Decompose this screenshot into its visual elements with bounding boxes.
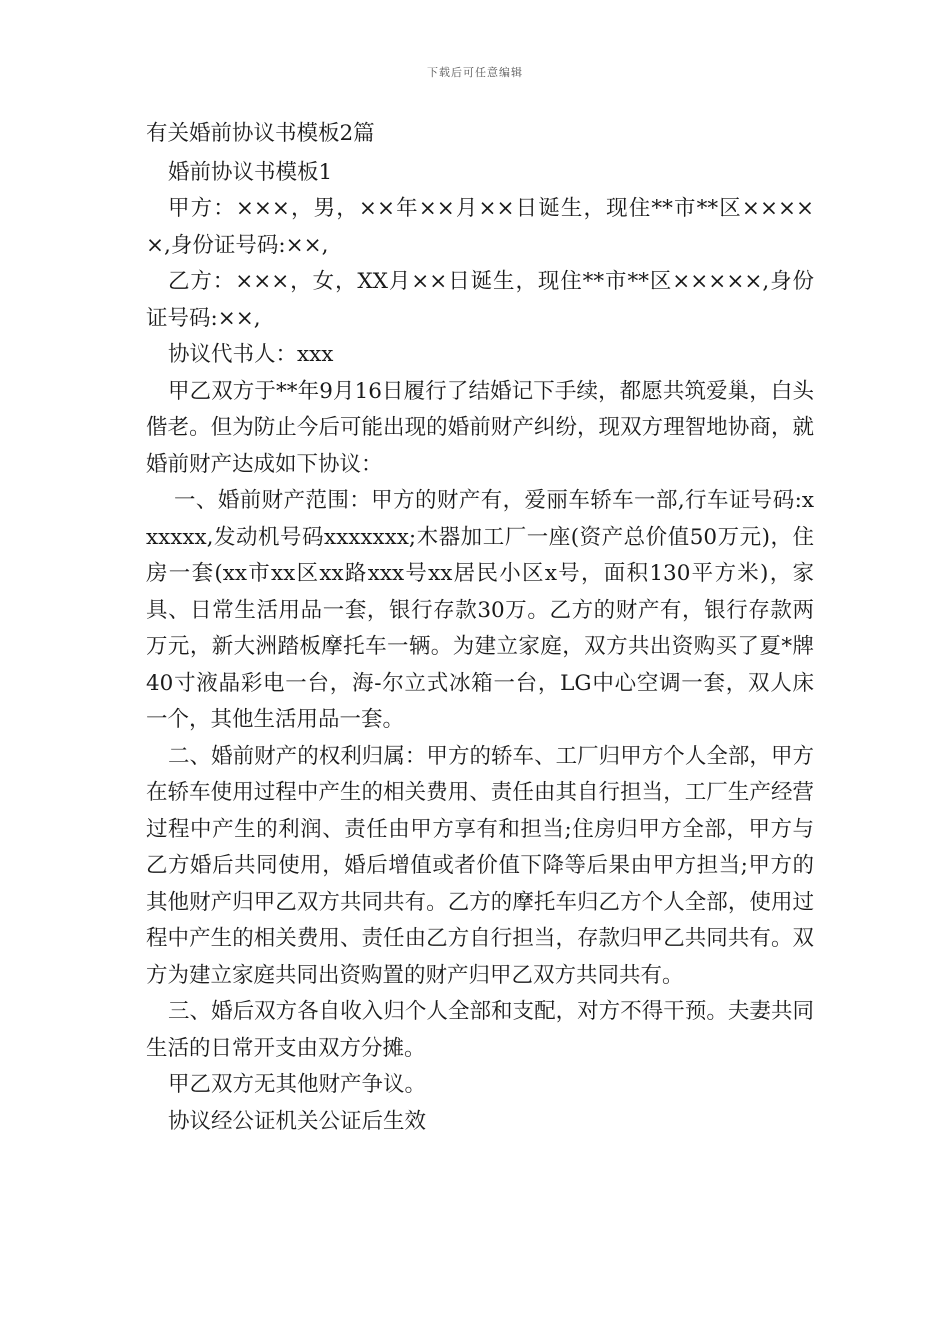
clause-2-paragraph: 二、婚前财产的权利归属：甲方的轿车、工厂归甲方个人全部，甲方在轿车使用过程中产生的相关费用、责任由其自行担当，工厂生产经营过程中产生的利润、责任由甲方享有和担当;住房归甲方全部，甲方与乙方婚后共同使用，婚后增值或者价值下降等后果由甲方担当;甲方的其他财产归甲乙双方共同共有。乙方的摩托车归乙方个人全部，使用过程中产生的相关费用、责任由乙方自行担当，存款归甲乙共同共有。双方为建立家庭共同出资购置的财产归甲乙双方共同共有。 [146, 743, 814, 988]
party-a-paragraph: 甲方：×××，男，××年××月××日诞生，现住**市**区×××××,身份证号码:××, [146, 196, 814, 258]
document-title: 有关婚前协议书模板2篇 [146, 121, 375, 146]
document-body [146, 116, 814, 1140]
agent-paragraph: 协议代书人：xxx [168, 342, 334, 367]
document-subtitle: 婚前协议书模板1 [168, 159, 333, 185]
effective-paragraph: 协议经公证机关公证后生效 [168, 1108, 427, 1134]
party-b-paragraph: 乙方：×××，女，XX月××日诞生，现住**市**区×××××,身份证号码:××, [146, 269, 814, 331]
page-header-note: 下载后可任意编辑 [427, 66, 523, 79]
no-dispute-paragraph: 甲乙双方无其他财产争议。 [168, 1072, 427, 1097]
preamble-paragraph: 甲乙双方于**年9月16日履行了结婚记下手续，都愿共筑爱巢，白头偕老。但为防止今后可能出现的婚前财产纠纷，现双方理智地协商，就婚前财产达成如下协议： [146, 378, 814, 477]
clause-3-paragraph: 三、婚后双方各自收入归个人全部和支配，对方不得干预。夫妻共同生活的日常开支由双方分摊。 [146, 999, 814, 1061]
clause-1-paragraph: 一、婚前财产范围：甲方的财产有，爱丽车轿车一部,行车证号码:xxxxxx,发动机号码xxxxxxx;木器加工厂一座(资产总价值50万元)，住房一套(xx市xx区xx路xxx号xx居民小区x号，面积130平方米)，家具、日常生活用品一套，银行存款30万。乙方的财产有，银行存款两万元，新大洲踏板摩托车一辆。为建立家庭，双方共出资购买了夏*牌40寸液晶彩电一台，海-尔立式冰箱一台，LG中心空调一套，双人床一个，其他生活用品一套。 [146, 488, 814, 732]
